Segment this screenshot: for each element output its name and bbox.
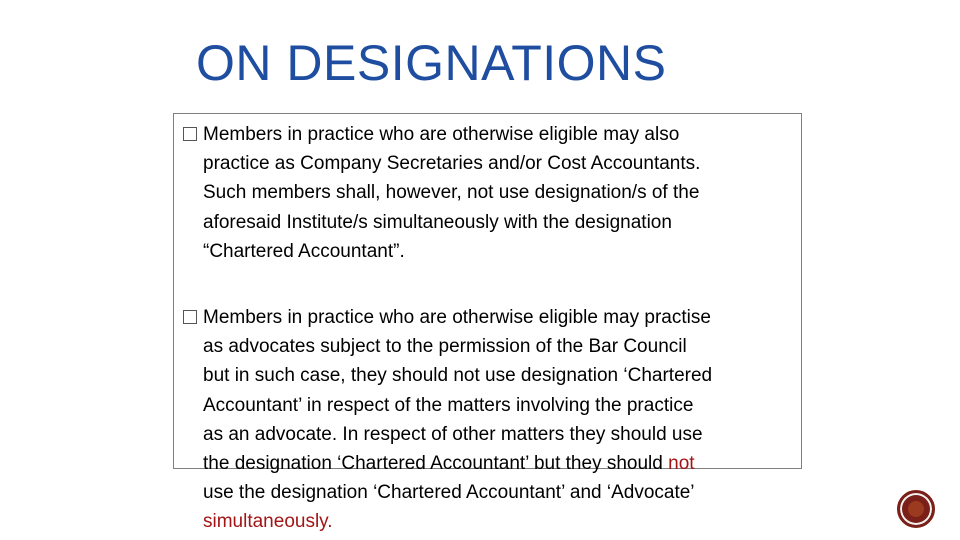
bullet-1-line-5: “Chartered Accountant”.: [203, 240, 405, 262]
emphasis-not: not: [668, 453, 695, 475]
emphasis-simultaneously: simultaneously.: [203, 511, 333, 533]
slide-title: ON DESIGNATIONS: [196, 35, 667, 91]
bullet-1-line-4: aforesaid Institute/s simultaneously with the designation: [203, 211, 672, 233]
checkbox-square-icon: [183, 310, 197, 324]
checkbox-square-icon: [183, 127, 197, 141]
bullet-1-line-3: Such members shall, however, not use designation/s of the: [203, 182, 700, 204]
bullet-2-line-6-text: the designation ‘Chartered Accountant’ but they should: [203, 453, 669, 475]
seal-center: [908, 501, 924, 517]
bullet-2-line-3: but in such case, they should not use designation ‘Chartered: [203, 365, 713, 387]
bullet-point-2: [183, 303, 803, 537]
circular-seal-icon: [897, 490, 935, 528]
bullet-2-line-1: Members in practice who are otherwise eligible may practise: [203, 307, 711, 328]
bullet-2-line-2: as advocates subject to the permission of the Bar Council: [203, 336, 687, 358]
bullet-1-line-2: practice as Company Secretaries and/or Cost Accountants.: [203, 153, 701, 175]
bullet-2-line-4: Accountant’ in respect of the matters involving the practice: [203, 394, 694, 416]
bullet-2-line-7: use the designation ‘Chartered Accountant’ and ‘Advocate’: [203, 482, 695, 504]
bullet-2-line-5: as an advocate. In respect of other matters they should use: [203, 423, 703, 445]
bullet-1-line-1: Members in practice who are otherwise eligible may also: [203, 124, 680, 145]
bullet-2-line-6: [183, 449, 803, 478]
bullet-point-1: [183, 120, 783, 266]
